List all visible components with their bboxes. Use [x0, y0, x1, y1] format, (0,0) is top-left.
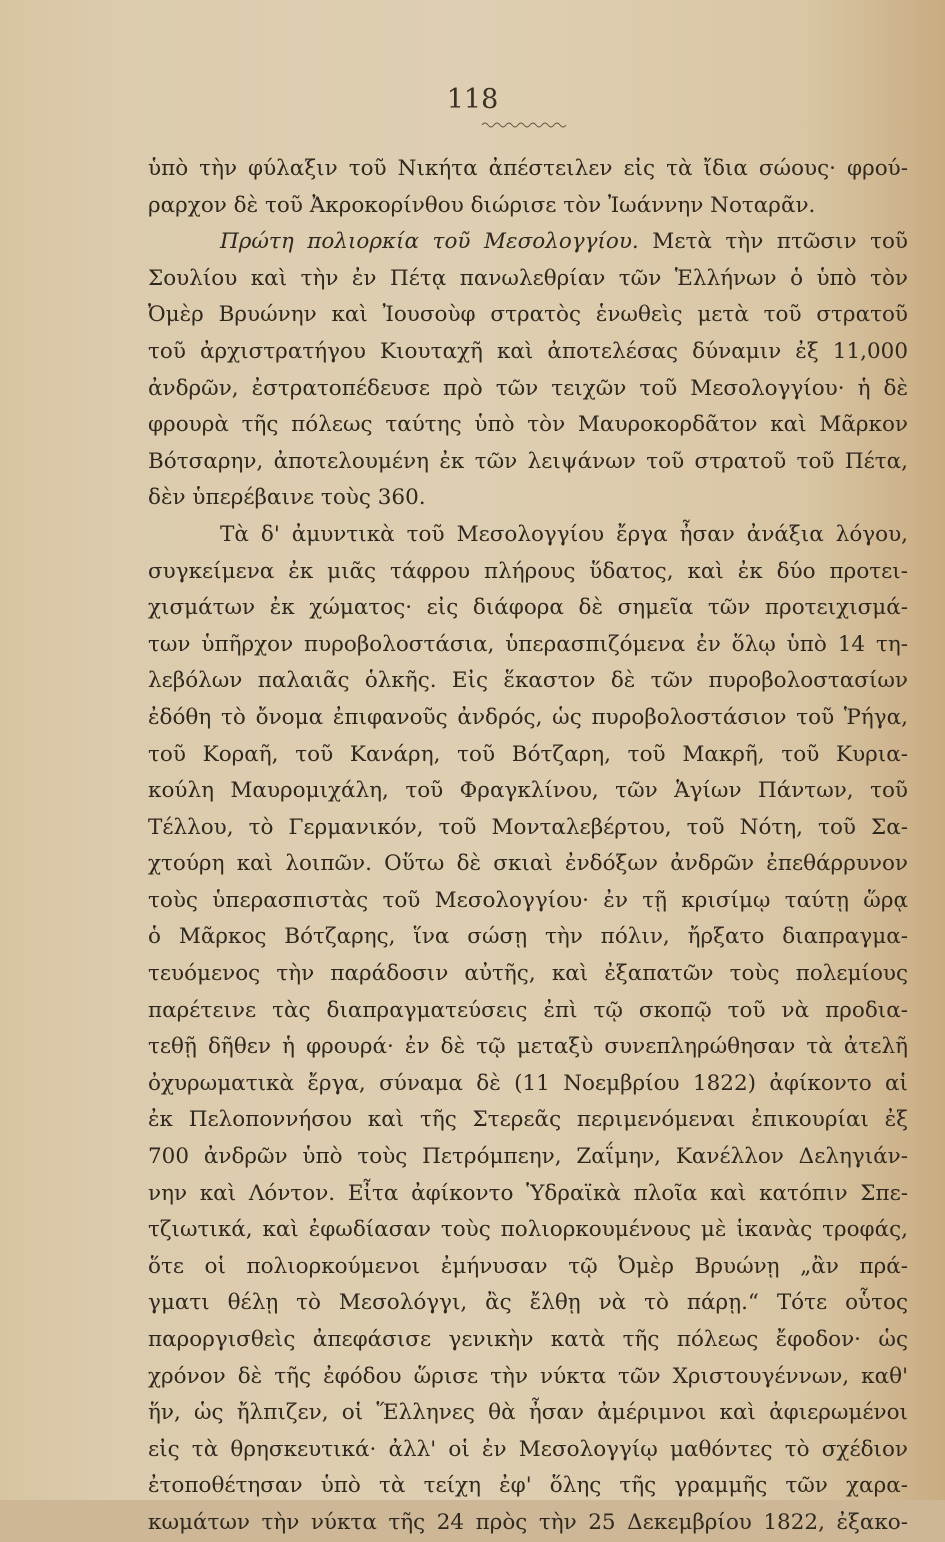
text-line-content: τοῦ ἀρχιστρατήγου Κιουταχῆ καὶ ἀποτελέσας δύναμιν ἐξ 11,000 — [148, 338, 908, 364]
text-line — [148, 1285, 908, 1322]
text-line — [148, 444, 908, 481]
text-line-content: ἥν, ὡς ἤλπιζεν, οἱ Ἕλληνες θὰ ἦσαν ἀμέριμνοι καὶ ἀφιερωμένοι — [148, 1400, 908, 1426]
text-line-content: χτούρη καὶ λοιπῶν. Οὕτω δὲ σκιαὶ ἐνδόξων ἀνδρῶν ἐπεθάρρυνον — [148, 851, 908, 877]
text-line — [148, 810, 908, 847]
text-line-content: παροργισθεὶς ἀπεφάσισε γενικὴν κατὰ τῆς πόλεως ἔφοδον· ὡς — [148, 1327, 908, 1352]
text-line-content: τοῦ Κοραῆ, τοῦ Κανάρη, τοῦ Βότζαρη, τοῦ Μακρῆ, τοῦ Κυρια- — [148, 741, 908, 767]
text-line — [148, 1359, 908, 1396]
text-line — [148, 883, 908, 920]
text-line-content: ἐκ Πελοποννήσου καὶ τῆς Στερεᾶς περιμενόμεναι ἐπικουρίαι ἐξ — [148, 1107, 908, 1133]
text-line-content: ἀνδρῶν, ἐστρατοπέδευσε πρὸ τῶν τειχῶν τοῦ Μεσολογγίου· ἡ δὲ — [148, 375, 908, 401]
text-line-content: κωμάτων τὴν νύκτα τῆς 24 πρὸς τὴν 25 Δεκεμβρίου 1822, ἐξακο- — [148, 1509, 908, 1535]
text-line — [148, 1066, 908, 1103]
text-line — [148, 663, 908, 700]
text-line-content: εἰς τὰ θρησκευτικά· ἀλλ' οἱ ἐν Μεσολογγίῳ μαθόντες τὸ σχέδιον — [148, 1436, 908, 1462]
text-line — [148, 151, 908, 188]
text-line — [148, 517, 908, 554]
page-number: 118 — [446, 84, 499, 115]
text-line-content: ἐτοποθέτησαν ὑπὸ τὰ τείχη ἐφ' ὅλης τῆς γραμμῆς τῶν χαρα- — [148, 1473, 908, 1499]
text-line-content: συγκείμενα ἐκ μιᾶς τάφρου πλήρους ὕδατος, καὶ ἐκ δύο προτει- — [148, 558, 908, 584]
text-line-content: τεθῇ δῆθεν ἡ φρουρά· ἐν δὲ τῷ μεταξὺ συνεπληρώθησαν τὰ ἀτελῆ — [148, 1034, 908, 1060]
text-line-content: Βότσαρην, ἀποτελουμένη ἐκ τῶν λειψάνων τοῦ στρατοῦ τοῦ Πέτα, — [148, 448, 908, 474]
text-line — [148, 1432, 908, 1469]
text-line — [148, 480, 908, 517]
text-line-content: των ὑπῆρχον πυροβολοστάσια, ὑπερασπιζόμενα ἐν ὅλῳ ὑπὸ 14 τη- — [148, 631, 908, 657]
text-line — [148, 1139, 908, 1176]
text-line — [148, 297, 908, 334]
text-line — [148, 956, 908, 993]
text-line-content: χισμάτων ἐκ χώματος· εἰς διάφορα δὲ σημεῖα τῶν προτειχισμά- — [148, 595, 908, 621]
text-line-content: ὑπὸ τὴν φύλαξιν τοῦ Νικήτα ἀπέστειλεν εἰς τὰ ἴδια σώους· φρού- — [148, 156, 908, 181]
text-line — [148, 334, 908, 371]
section-heading-italic: Πρώτη πολιορκία τοῦ Μεσολογγίου. — [220, 229, 639, 255]
text-line — [148, 627, 908, 664]
body-text — [148, 151, 908, 1542]
text-line-content: τζιωτικά, καὶ ἐφωδίασαν τοὺς πολιορκουμένους μὲ ἱκανὰς τροφάς, — [148, 1217, 908, 1243]
text-line-content: γματι θέλῃ τὸ Μεσολόγγι, ἂς ἔλθῃ νὰ τὸ πάρῃ.“ Τότε οὗτος — [148, 1290, 908, 1316]
text-line — [148, 1176, 908, 1213]
text-line — [148, 261, 908, 298]
text-line-content: νην καὶ Λόντον. Εἶτα ἀφίκοντο Ὑδραϊκὰ πλοῖα καὶ κατόπιν Σπε- — [148, 1180, 908, 1206]
text-line — [148, 993, 908, 1030]
text-line-content: τευόμενος τὴν παράδοσιν αὐτῆς, καὶ ἐξαπατῶν τοὺς πολεμίους — [148, 961, 908, 987]
text-line — [148, 919, 908, 956]
text-line — [148, 1505, 908, 1542]
text-line-content: 700 ἀνδρῶν ὑπὸ τοὺς Πετρόμπεην, Ζαΐμην, Κανέλλον Δεληγιάν- — [148, 1144, 908, 1170]
text-line — [148, 1212, 908, 1249]
text-line — [148, 1395, 908, 1432]
text-line-content: δὲν ὑπερέβαινε τοὺς 360. — [148, 485, 426, 511]
text-line-content: ὅτε οἱ πολιορκούμενοι ἐμήνυσαν τῷ Ὀμὲρ Βρυώνῃ „ἂν πρά- — [148, 1253, 908, 1279]
text-line — [148, 224, 908, 261]
text-line-content: κούλη Μαυρομιχάλη, τοῦ Φραγκλίνου, τῶν Ἁγίων Πάντων, τοῦ — [148, 778, 908, 804]
text-line-content: φρουρὰ τῆς πόλεως ταύτης ὑπὸ τὸν Μαυροκορδᾶτον καὶ Μᾶρκον — [148, 412, 908, 438]
text-line — [148, 1249, 908, 1286]
text-line — [148, 773, 908, 810]
text-line — [148, 188, 908, 225]
wavy-rule-ornament — [482, 121, 566, 129]
text-line — [148, 1468, 908, 1505]
text-line — [148, 1102, 908, 1139]
text-line-content: Τέλλου, τὸ Γερμανικόν, τοῦ Μονταλεβέρτου, τοῦ Νότη, τοῦ Σα- — [148, 814, 908, 840]
text-line — [148, 554, 908, 591]
text-line — [148, 737, 908, 774]
text-line — [148, 1029, 908, 1066]
text-line-content: λεβόλων παλαιᾶς ὁλκῆς. Εἰς ἕκαστον δὲ τῶν πυροβολοστασίων — [148, 668, 908, 694]
text-line-content: Μετὰ τὴν πτῶσιν τοῦ — [638, 229, 909, 255]
text-line — [148, 846, 908, 883]
text-line-content: παρέτεινε τὰς διαπραγματεύσεις ἐπὶ τῷ σκοπῷ τοῦ νὰ προδια- — [148, 997, 908, 1023]
text-line — [148, 590, 908, 627]
text-line-content: Ὀμὲρ Βρυώνην καὶ Ἰουσοὺφ στρατὸς ἑνωθεὶς μετὰ τοῦ στρατοῦ — [148, 302, 908, 328]
text-line-content: ἐδόθη τὸ ὄνομα ἐπιφανοῦς ἀνδρός, ὡς πυροβολοστάσιον τοῦ Ῥήγα, — [148, 704, 908, 730]
text-line-content: χρόνον δὲ τῆς ἐφόδου ὥρισε τὴν νύκτα τῶν Χριστουγέννων, καθ' — [148, 1363, 908, 1389]
text-line-content: τοὺς ὑπερασπιστὰς τοῦ Μεσολογγίου· ἐν τῇ κρισίμῳ ταύτῃ ὥρᾳ — [148, 887, 908, 913]
text-line-content: ὁ Μᾶρκος Βότζαρης, ἵνα σώσῃ τὴν πόλιν, ἤρξατο διαπραγμα- — [148, 924, 908, 950]
text-line-content: Τὰ δ' ἀμυντικὰ τοῦ Μεσολογγίου ἔργα ἦσαν ἀνάξια λόγου, — [220, 521, 908, 547]
text-line — [148, 407, 908, 444]
text-line-content: ραρχον δὲ τοῦ Ἀκροκορίνθου διώρισε τὸν Ἰωάννην Νοταρᾶν. — [148, 192, 816, 218]
text-line — [148, 1322, 908, 1359]
text-line-content: Σουλίου καὶ τὴν ἐν Πέτᾳ πανωλεθρίαν τῶν Ἑλλήνων ὁ ὑπὸ τὸν — [148, 265, 908, 291]
text-line — [148, 371, 908, 408]
text-line — [148, 700, 908, 737]
text-line-content: ὀχυρωματικὰ ἔργα, σύναμα δὲ (11 Νοεμβρίου 1822) ἀφίκοντο αἱ — [148, 1070, 908, 1096]
